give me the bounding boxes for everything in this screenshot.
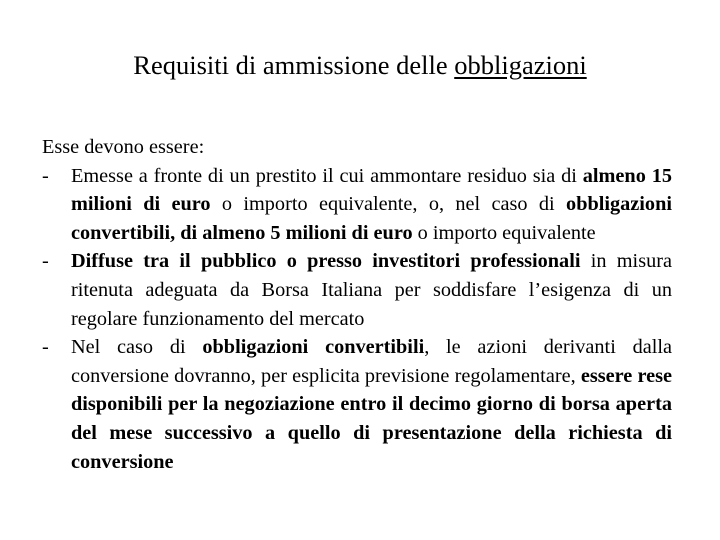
list-item — [42, 247, 672, 333]
slide-title — [0, 50, 720, 82]
list-item — [42, 162, 672, 248]
bullet-text: o importo equivalente, o, nel caso di — [210, 193, 567, 216]
bullet-bold-text: essere rese disponibili per la negoziazione entro il decimo giorno di borsa aperta del mese successivo a quello di presentazione della richiesta di conversione — [71, 364, 672, 473]
bullet-text: , le azioni derivanti dalla conversione dovranno, per esplicita previsione regolamentare, — [71, 336, 673, 387]
bullet-bold-text: obbligazioni convertibili, di almeno 5 milioni di euro — [71, 193, 672, 244]
bullet-text: o importo equivalente — [412, 221, 596, 244]
bullet-bold-text: obbligazioni convertibili — [202, 336, 425, 359]
bullet-bold-text: Diffuse tra il pubblico o presso investitori professionali — [71, 250, 581, 273]
requirements-list — [42, 162, 672, 477]
bullet-text: Emesse a fronte di un prestito il cui ammontare residuo sia di — [71, 164, 583, 187]
title-prefix: Requisiti di ammissione delle — [133, 50, 455, 80]
intro-text: Esse devono essere: — [42, 136, 205, 158]
list-item — [42, 333, 672, 476]
bullet-dash: - — [42, 336, 49, 359]
bullet-dash: - — [42, 250, 49, 273]
slide-body — [42, 133, 672, 476]
bullet-bold-text: almeno 15 milioni di euro — [71, 164, 672, 216]
bullet-dash: - — [42, 164, 49, 187]
bullet-text: Nel caso di — [71, 336, 203, 359]
bullet-text: in misura ritenuta adeguata da Borsa Italiana per soddisfare l’esigenza di un regolare funzionamento del mercato — [71, 250, 672, 330]
title-underlined-word: obbligazioni — [454, 50, 587, 80]
